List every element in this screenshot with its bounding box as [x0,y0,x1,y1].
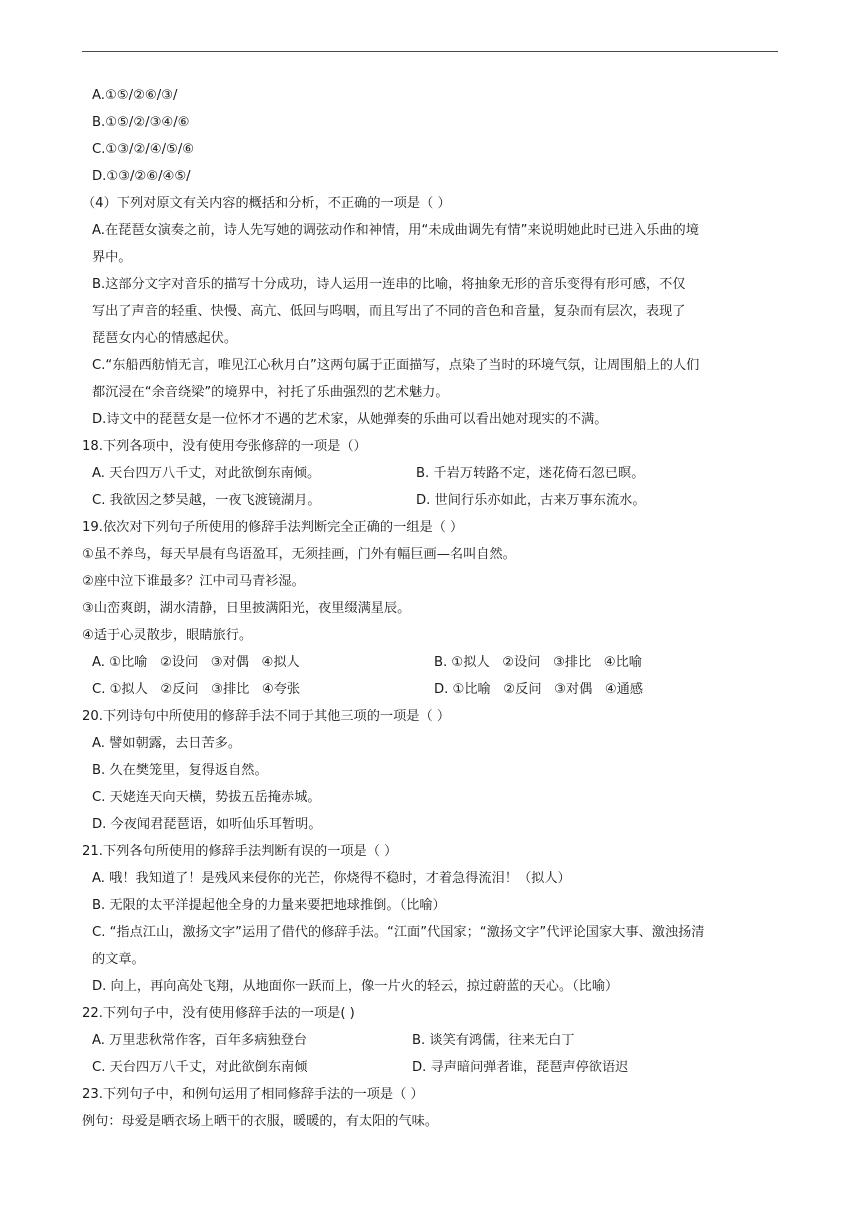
q17-4-option-d: D.诗文中的琵琶女是一位怀才不遇的艺术家，从她弹奏的乐曲可以看出她对现实的不满。 [92,412,608,427]
q21-stem: 21.下列各句所使用的修辞手法判断有误的一项是（ ） [82,844,398,859]
q19-option-c: C. ①拟人 ②反问 ③排比 ④夸张 [92,682,301,697]
q17-4-option-b-line3: 琵琶女内心的情感起伏。 [92,331,238,346]
q19-stem: 19.依次对下列句子所使用的修辞手法判断完全正确的一组是（ ） [82,520,464,535]
q20-option-b: B. 久在樊笼里，复得返自然。 [92,763,268,778]
q20-option-c: C. 天姥连天向天横，势拔五岳掩赤城。 [92,790,321,805]
q22-option-d: D. 寻声暗问弹者谁，琵琶声停欲语迟 [412,1060,629,1075]
q20-option-d: D. 今夜闻君琵琶语，如听仙乐耳暂明。 [92,817,322,832]
q19-sentence-1: ①虽不养鸟，每天早晨有鸟语盈耳，无须挂画，门外有幅巨画—名叫自然。 [82,547,516,562]
q21-option-c-line1: C. “指点江山，激扬文字”运用了借代的修辞手法。“江面”代国家；“激扬文字”代评论国家大事、激浊扬清 [92,925,705,940]
q17-3-option-b: B.①⑤/②/③④/⑥ [92,115,190,130]
q17-4-stem: （4）下列对原文有关内容的概括和分析，不正确的一项是（ ） [82,196,451,211]
q20-stem: 20.下列诗句中所使用的修辞手法不同于其他三项的一项是（ ） [82,709,451,724]
q22-option-c: C. 天台四万八千丈，对此欲倒东南倾 [92,1060,308,1075]
q17-3-option-a: A.①⑤/②⑥/③/ [92,88,178,103]
q18-stem: 18.下列各项中，没有使用夸张修辞的一项是（） [82,439,367,454]
q17-4-option-c-line2: 都沉浸在“余音绕梁”的境界中，衬托了乐曲强烈的艺术魅力。 [92,385,449,400]
q17-4-option-a-line2: 界中。 [92,250,132,265]
q19-option-a: A. ①比喻 ②设问 ③对偶 ④拟人 [92,655,300,670]
q17-3-option-c: C.①③/②/④/⑤/⑥ [92,142,195,157]
q22-option-a: A. 万里悲秋常作客，百年多病独登台 [92,1033,307,1048]
q18-option-b: B. 千岩万转路不定，迷花倚石忽已暝。 [416,466,645,481]
q18-option-d: D. 世间行乐亦如此，古来万事东流水。 [416,493,646,508]
q20-option-a: A. 譬如朝露，去日苦多。 [92,736,242,751]
q19-sentence-4: ④适于心灵散步，眼睛旅行。 [82,628,253,643]
header-rule [82,51,778,52]
q17-4-option-c-line1: C.“东船西舫悄无言，唯见江心秋月白”这两句属于正面描写，点染了当时的环境气氛，让周围船上的人们 [92,358,700,373]
q22-stem: 22.下列句子中，没有使用修辞手法的一项是( ) [82,1006,355,1021]
q23-example: 例句：母爱是晒衣场上晒干的衣服，暖暖的，有太阳的气味。 [82,1114,439,1129]
q17-4-option-b-line2: 写出了声音的轻重、快慢、高亢、低回与呜咽，而且写出了不同的音色和音量，复杂而有层次，表现了 [92,304,686,319]
q18-option-c: C. 我欲因之梦吴越，一夜飞渡镜湖月。 [92,493,321,508]
q23-stem: 23.下列句子中，和例句运用了相同修辞手法的一项是（ ） [82,1087,424,1102]
q21-option-b: B. 无限的太平洋提起他全身的力量来要把地球推倒。（比喻） [92,898,446,913]
q22-option-b: B. 谈笑有鸿儒，往来无白丁 [412,1033,575,1048]
q19-option-d: D. ①比喻 ②反问 ③对偶 ④通感 [434,682,644,697]
q19-sentence-3: ③山峦爽朗，湖水清静，日里披满阳光，夜里缀满星辰。 [82,601,411,616]
q17-4-option-b-line1: B.这部分文字对音乐的描写十分成功，诗人运用一连串的比喻，将抽象无形的音乐变得有形可感，不仅 [92,277,686,292]
q21-option-c-line2: 的文章。 [92,952,145,967]
q18-option-a: A. 天台四万八千丈，对此欲倒东南倾。 [92,466,321,481]
q21-option-a: A. 哦！我知道了！是残风来侵你的光芒，你烧得不稳时，才着急得流泪！（拟人） [92,871,571,886]
q19-sentence-2: ②座中泣下谁最多？江中司马青衫湿。 [82,574,305,589]
q17-4-option-a-line1: A.在琵琶女演奏之前，诗人先写她的调弦动作和神情，用“未成曲调先有情”来说明她此时已进入乐曲的境 [92,223,699,238]
q21-option-d: D. 向上，再向高处飞翔，从地面你一跃而上，像一片火的轻云，掠过蔚蓝的天心。（比喻） [92,979,619,994]
q17-3-option-d: D.①③/②⑥/④⑤/ [92,169,191,184]
q19-option-b: B. ①拟人 ②设问 ③排比 ④比喻 [434,655,642,670]
